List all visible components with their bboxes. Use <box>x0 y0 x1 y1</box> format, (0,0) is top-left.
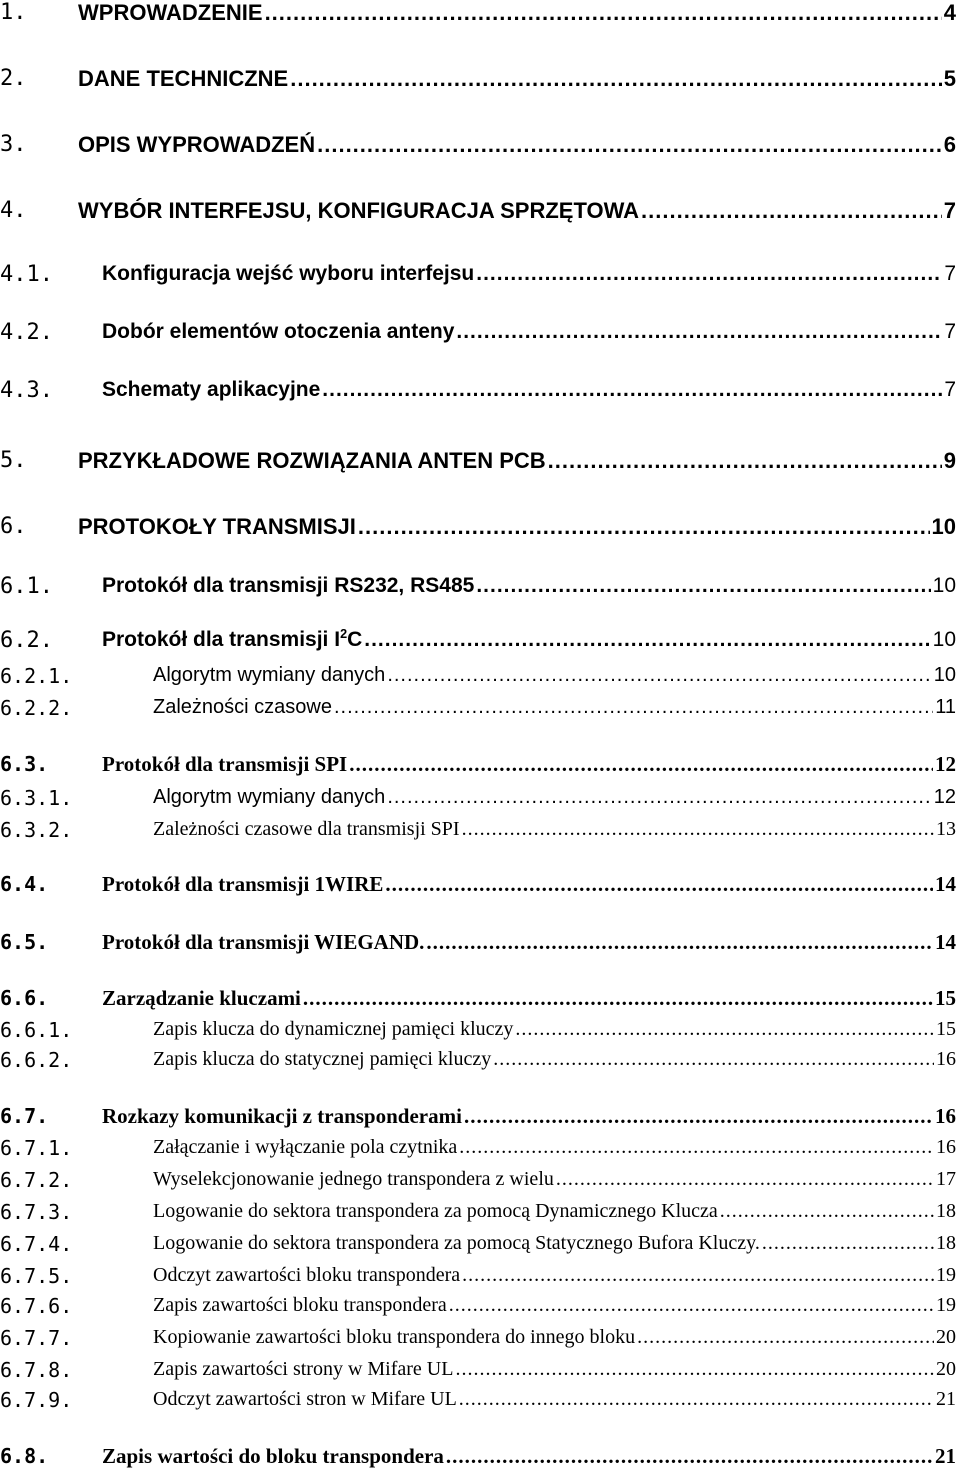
toc-entry-title: Zależności czasowe <box>153 696 332 718</box>
toc-entry-page: 7 <box>944 262 956 285</box>
toc-leader-dots <box>459 1388 934 1411</box>
toc-entry-6-3-1[interactable] <box>0 786 960 812</box>
toc-leader-dots <box>548 448 942 474</box>
toc-entry-page: 15 <box>936 1018 956 1040</box>
toc-entry-number: 4.3. <box>0 378 53 403</box>
toc-entry-page: 14 <box>935 872 956 896</box>
toc-entry-page: 12 <box>933 786 956 808</box>
toc-leader-dots <box>762 1232 934 1255</box>
toc-leader-dots <box>459 1136 934 1159</box>
toc-entry-page: 7 <box>944 378 956 401</box>
toc-entry-title: Protokół dla transmisji RS232, RS485 <box>102 574 475 597</box>
toc-leader-dots <box>637 1326 934 1349</box>
toc-entry-number: 2. <box>0 66 27 91</box>
toc-entry-page: 15 <box>935 986 956 1010</box>
toc-entry-page: 20 <box>936 1358 956 1380</box>
toc-entry-6-2[interactable] <box>0 628 960 658</box>
toc-entry-6-7-8[interactable] <box>0 1358 960 1384</box>
toc-entry-number: 6.6.1. <box>0 1018 73 1042</box>
toc-entry-6-3[interactable] <box>0 752 960 780</box>
toc-entry-6-3-2[interactable] <box>0 818 960 844</box>
toc-entry-page: 20 <box>936 1326 956 1348</box>
toc-entry-number: 6.6. <box>0 986 49 1010</box>
toc-entry-number: 6.5. <box>0 930 49 954</box>
toc-entry-title: Odczyt zawartości stron w Mifare UL <box>153 1388 457 1410</box>
superscript: 2 <box>340 627 348 641</box>
toc-leader-dots <box>476 262 942 286</box>
toc-entry-5[interactable] <box>0 448 960 478</box>
toc-entry-page: 7 <box>943 198 956 223</box>
toc-entry-page: 4 <box>943 0 956 25</box>
toc-entry-6-8[interactable] <box>0 1444 960 1472</box>
toc-entry-number: 6.2.2. <box>0 696 73 720</box>
toc-entry-6-2-2[interactable] <box>0 696 960 722</box>
toc-entry-4-3[interactable] <box>0 378 960 408</box>
toc-entry-title: WYBÓR INTERFEJSU, KONFIGURACJA SPRZĘTOWA <box>78 198 640 223</box>
toc-entry-6-2-1[interactable] <box>0 664 960 690</box>
toc-leader-dots <box>493 1048 934 1071</box>
toc-entry-page: 10 <box>932 574 956 597</box>
toc-entry-title: Kopiowanie zawartości bloku transpondera do innego bloku <box>153 1326 636 1348</box>
toc-entry-title: DANE TECHNICZNE <box>78 66 289 91</box>
toc-entry-page: 19 <box>936 1264 956 1286</box>
toc-entry-number: 6.7.6. <box>0 1294 73 1318</box>
toc-entry-page: 16 <box>935 1104 956 1128</box>
toc-entry-6-7-3[interactable] <box>0 1200 960 1226</box>
toc-entry-6-7-6[interactable] <box>0 1294 960 1320</box>
toc-entry-page: 5 <box>943 66 956 91</box>
toc-entry-title: Wyselekcjonowanie jednego transpondera z wielu <box>153 1168 554 1190</box>
toc-entry-number: 4.1. <box>0 262 53 287</box>
toc-leader-dots <box>462 1264 934 1287</box>
toc-leader-dots <box>462 818 934 841</box>
toc-entry-number: 6.7.5. <box>0 1264 73 1288</box>
toc-entry-number: 4.2. <box>0 320 53 345</box>
toc-entry-title: Zarządzanie kluczami <box>102 986 301 1010</box>
toc-entry-6-6-2[interactable] <box>0 1048 960 1074</box>
toc-entry-title: Rozkazy komunikacji z transponderami <box>102 1104 462 1128</box>
toc-entry-6-4[interactable] <box>0 872 960 900</box>
toc-leader-dots <box>449 1294 934 1317</box>
toc-entry-page: 16 <box>936 1136 956 1158</box>
toc-entry-number: 6.6.2. <box>0 1048 73 1072</box>
toc-entry-title: Protokół dla transmisji SPI <box>102 752 348 776</box>
toc-entry-number: 6.3. <box>0 752 49 776</box>
toc-entry-number: 6.7.2. <box>0 1168 73 1192</box>
toc-entry-title: WPROWADZENIE <box>78 0 263 25</box>
toc-leader-dots <box>515 1018 934 1041</box>
toc-entry-6-7-2[interactable] <box>0 1168 960 1194</box>
toc-leader-dots <box>358 514 930 540</box>
toc-entry-4[interactable] <box>0 198 960 228</box>
toc-entry-number: 6.2. <box>0 628 53 653</box>
toc-entry-page: 7 <box>944 320 956 343</box>
toc-entry-title: Zapis zawartości strony w Mifare UL <box>153 1358 454 1380</box>
toc-entry-page: 9 <box>943 448 956 473</box>
toc-entry-6-5[interactable] <box>0 930 960 958</box>
toc-leader-dots <box>265 0 942 26</box>
toc-entry-page: 19 <box>936 1294 956 1316</box>
toc-entry-title: Zapis wartości do bloku transpondera <box>102 1444 444 1468</box>
toc-leader-dots <box>387 664 931 687</box>
toc-entry-title: Logowanie do sektora transpondera za pomocą Statycznego Bufora Kluczy. <box>153 1232 760 1254</box>
toc-entry-6-7[interactable] <box>0 1104 960 1132</box>
toc-entry-title: Odczyt zawartości bloku transpondera <box>153 1264 461 1286</box>
toc-entry-number: 6.7.1. <box>0 1136 73 1160</box>
toc-entry-title: Protokół dla transmisji $I^2C$ <box>102 627 363 651</box>
toc-entry-title: Zapis klucza do statycznej pamięci kluczy <box>153 1048 492 1070</box>
toc-entry-page: 6 <box>943 132 956 157</box>
toc-leader-dots <box>464 1104 933 1129</box>
toc-entry-page: 21 <box>936 1388 956 1410</box>
toc-leader-dots <box>641 198 942 224</box>
toc-entry-title: Załączanie i wyłączanie pola czytnika <box>153 1136 458 1158</box>
toc-leader-dots <box>334 696 933 719</box>
toc-entry-number: 5. <box>0 448 27 473</box>
toc-leader-dots <box>720 1200 934 1223</box>
toc-entry-number: 3. <box>0 132 27 157</box>
toc-entry-page: 14 <box>935 930 956 954</box>
toc-entry-number: 6.3.2. <box>0 818 73 842</box>
toc-entry-6-7-9[interactable] <box>0 1388 960 1414</box>
toc-entry-title: Konfiguracja wejść wyboru interfejsu <box>102 262 475 285</box>
toc-entry-title: PRZYKŁADOWE ROZWIĄZANIA ANTEN PCB <box>78 448 546 473</box>
toc-entry-6[interactable] <box>0 514 960 544</box>
toc-entry-6-7-5[interactable] <box>0 1264 960 1290</box>
toc-entry-3[interactable] <box>0 132 960 162</box>
toc-entry-page: 10 <box>932 628 956 651</box>
toc-entry-title: Zapis zawartości bloku transpondera <box>153 1294 447 1316</box>
toc-entry-number: 6.2.1. <box>0 664 73 688</box>
toc-entry-number: 6.7. <box>0 1104 49 1128</box>
toc-entry-title: Zapis klucza do dynamicznej pamięci kluczy <box>153 1018 514 1040</box>
toc-entry-4-2[interactable] <box>0 320 960 350</box>
toc-entry-number: 6.7.9. <box>0 1388 73 1412</box>
toc-entry-number: 6.7.7. <box>0 1326 73 1350</box>
toc-entry-number: 6.8. <box>0 1444 49 1468</box>
toc-entry-number: 6.1. <box>0 574 53 599</box>
toc-entry-6-7-4[interactable] <box>0 1232 960 1258</box>
toc-entry-page: 11 <box>935 696 956 718</box>
toc-entry-6-6-1[interactable] <box>0 1018 960 1044</box>
toc-leader-dots <box>426 930 933 955</box>
toc-entry-title: OPIS WYPROWADZEŃ <box>78 132 316 157</box>
toc-entry-title: Protokół dla transmisji WIEGAND. <box>102 930 425 954</box>
toc-leader-dots <box>456 320 942 344</box>
toc-entry-6-7-1[interactable] <box>0 1136 960 1162</box>
toc-entry-page: 10 <box>931 514 956 539</box>
toc-entry-number: 6. <box>0 514 27 539</box>
toc-entry-title: Protokół dla transmisji 1WIRE <box>102 872 384 896</box>
toc-entry-title: Logowanie do sektora transpondera za pomocą Dynamicznego Klucza <box>153 1200 718 1222</box>
toc-entry-number: 6.3.1. <box>0 786 73 810</box>
toc-leader-dots <box>322 378 942 402</box>
toc-entry-number: 6.7.8. <box>0 1358 73 1382</box>
toc-entry-number: 6.7.3. <box>0 1200 73 1224</box>
toc-leader-dots <box>385 872 933 897</box>
toc-entry-page: 18 <box>936 1232 956 1254</box>
toc-entry-number: 6.7.4. <box>0 1232 73 1256</box>
toc-entry-page: 18 <box>936 1200 956 1222</box>
toc-entry-title: Algorytm wymiany danych <box>153 664 386 686</box>
toc-leader-dots <box>290 66 942 92</box>
toc-leader-dots <box>364 628 930 652</box>
toc-entry-number: 6.4. <box>0 872 49 896</box>
toc-entry-page: 13 <box>936 818 956 840</box>
toc-entry-page: 17 <box>936 1168 956 1190</box>
toc-entry-6-1[interactable] <box>0 574 960 604</box>
toc-entry-page: 21 <box>935 1444 956 1468</box>
toc-leader-dots <box>303 986 933 1011</box>
toc-entry-page: 12 <box>935 752 956 776</box>
toc-entry-number: 4. <box>0 198 27 223</box>
toc-entry-title: Dobór elementów otoczenia anteny <box>102 320 455 343</box>
toc-entry-title: Algorytm wymiany danych <box>153 786 386 808</box>
toc-leader-dots <box>387 786 931 809</box>
toc-entry-4-1[interactable] <box>0 262 960 292</box>
toc-entry-6-7-7[interactable] <box>0 1326 960 1352</box>
toc-entry-page: 10 <box>933 664 956 686</box>
toc-entry-number: 1. <box>0 0 27 25</box>
toc-entry-title: PROTOKOŁY TRANSMISJI <box>78 514 356 539</box>
toc-leader-dots <box>556 1168 934 1191</box>
toc-leader-dots <box>349 752 933 777</box>
toc-entry-page: 16 <box>936 1048 956 1070</box>
toc-entry-title: Schematy aplikacyjne <box>102 378 321 401</box>
toc-leader-dots <box>446 1444 933 1469</box>
toc-leader-dots <box>476 574 930 598</box>
toc-leader-dots <box>455 1358 934 1381</box>
toc-entry-2[interactable] <box>0 66 960 96</box>
toc-entry-title: Zależności czasowe dla transmisji SPI <box>153 818 460 840</box>
toc-leader-dots <box>317 132 942 158</box>
toc-entry-6-6[interactable] <box>0 986 960 1014</box>
toc-entry-1[interactable] <box>0 0 960 30</box>
